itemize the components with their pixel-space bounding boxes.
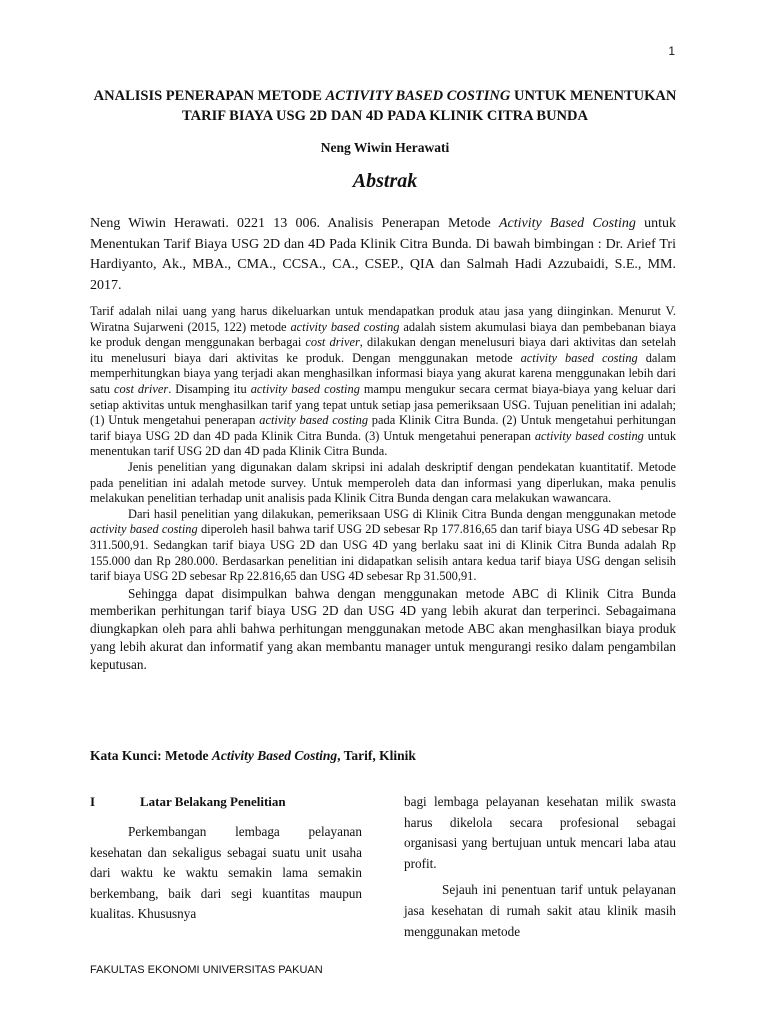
citation-part2: untuk Menentukan Tarif Biaya USG 2D dan 4D Pada Klinik Citra Bunda. Di bawah bimbingan : Dr. Arief Tri Hardiyanto, Ak., MBA., CMA., CCSA., CA., CSEP., QIA dan Salmah Hadi Azzubaidi, S.E., MM. 2017.	[90, 216, 677, 293]
text-run: adalah sistem akumulasi biaya dan pembebanan biaya ke produk dengan menggunakan berbagai	[90, 319, 677, 350]
keywords	[90, 748, 676, 764]
text-run: Dari hasil penelitian yang dilakukan, pemeriksaan USG di Klinik Citra Bunda dengan menggunakan metode	[128, 506, 676, 521]
page-number: 1	[668, 44, 675, 58]
citation	[90, 214, 676, 296]
text-run: , dilakukan dengan menelusuri biaya dari aktivitas dan setelah itu menelusuri biaya dari aktivitas ke produk. Dengan menggunakan metode	[90, 335, 676, 365]
abstract-paragraph-1	[90, 304, 676, 460]
italic-term: activity based costing	[520, 350, 638, 365]
italic-term: activity based costing	[90, 522, 198, 537]
title-part1: ANALISIS PENERAPAN METODE	[93, 88, 326, 104]
paper-title	[90, 86, 680, 126]
abstract-paragraph-2: Jenis penelitian yang digunakan dalam skripsi ini adalah deskriptif dengan pendekatan kuantitatif. Metode pada penelitian ini adalah metode survey. Untuk memperoleh data dan informasi yang diperlukan, maka penulis melakukan penelitian terhadap unit analisis pada Klinik Citra Bunda dengan cara melakukan wawancara.	[90, 459, 676, 506]
keywords-italic: Activity Based Costing	[211, 748, 338, 763]
text-run: dalam memperhitungkan biaya yang terjadi akan menghasilkan informasi biaya yang akurat karena menggunakan lebih dari satu	[90, 350, 677, 396]
text-run: pada Klinik Citra Bunda. (2) Untuk mengetahui perhitungan tarif biaya USG 2D dan 4D pada Klinik Citra Bunda. (3) Untuk mengetahui penerapan	[90, 413, 676, 443]
title-italic: ACTIVITY BASED COSTING	[325, 88, 511, 104]
italic-term: activity based costing	[250, 381, 360, 396]
title-part2: UNTUK MENENTUKAN TARIF BIAYA USG 2D DAN 4D PADA KLINIK CITRA BUNDA	[182, 88, 677, 124]
left-column-paragraph: Perkembangan lembaga pelayanan kesehatan dan sekaligus sebagai suatu unit usaha dari waktu ke waktu semakin lama semakin berkembang, baik dari segi kuantitas maupun kualitas. Khususnya	[90, 824, 362, 922]
italic-term: activity based costing	[259, 413, 369, 428]
keywords-label: Kata Kunci: Metode	[90, 748, 212, 763]
abstract-paragraph-3	[90, 507, 676, 585]
section-title: Latar Belakang Penelitian	[140, 794, 286, 809]
italic-term: cost driver	[113, 381, 169, 396]
keywords-rest: , Tarif, Klinik	[337, 748, 416, 763]
author-name: Neng Wiwin Herawati	[320, 140, 450, 155]
italic-term: activity based costing	[290, 319, 400, 334]
right-column	[404, 792, 676, 942]
right-column-paragraph-2: Sejauh ini penentuan tarif untuk pelayanan jasa kesehatan di rumah sakit atau klinik masih menggunakan metode	[404, 882, 676, 939]
page-footer: FAKULTAS EKONOMI UNIVERSITAS PAKUAN	[90, 964, 323, 976]
italic-term: activity based costing	[534, 428, 644, 443]
section-heading	[90, 794, 362, 810]
text-run: untuk menentukan tarif USG 2D dan 4D pada Klinik Citra Bunda.	[90, 428, 677, 459]
abstract-heading: Abstrak	[352, 170, 418, 192]
text-run: mampu mengukur secara cermat biaya-biaya yang keluar dari setiap aktivitas untuk menghasilkan tarif yang tepat untuk setiap jasa pemeriksaan USG. Tujuan penelitian ini adalah; (1) Untuk mengetahui penerapan	[90, 381, 676, 428]
left-column	[90, 794, 362, 925]
abstract-paragraph-4: Sehingga dapat disimpulkan bahwa dengan menggunakan metode ABC di Klinik Citra Bunda memberikan perhitungan tarif biaya USG 2D dan USG 4D yang lebih akurat dan terperinci. Sebagaimana diungkapkan oleh para ahli bahwa perhitungan menggunakan metode ABC akan menghasilkan biaya produk yang lebih akurat dan informatif yang akan membantu manager untuk mengurangi resiko dalam pengambilan keputusan.	[90, 585, 676, 672]
citation-italic: Activity Based Costing	[498, 216, 636, 231]
text-run: Tarif adalah nilai uang yang harus dikeluarkan untuk mendapatkan produk atau jasa yang diinginkan. Menurut V. Wiratna Sujarweni (2015, 122) metode	[90, 304, 676, 334]
text-run: diperoleh hasil bahwa tarif USG 2D sebesar Rp 177.816,65 dan tarif biaya USG 4D sebesar Rp 311.500,91. Sedangkan tarif biaya USG 2D dan USG 4D yang berlaku saat ini di Klinik Citra Bunda adalah Rp 155.000 dan Rp 280.000. Berdasarkan penelitian ini didapatkan selisih antara kedua tarif biaya USG dengan selisih tarif biaya USG 2D sebesar Rp 22.816,65 dan USG 4D sebesar Rp 31.500,91.	[90, 522, 676, 584]
text-run: . Disamping itu	[168, 381, 251, 396]
citation-part1: Neng Wiwin Herawati. 0221 13 006. Analisis Penerapan Metode	[90, 216, 499, 231]
abstract-body	[90, 304, 676, 674]
section-number: I	[90, 794, 96, 809]
right-column-paragraph-1: bagi lembaga pelayanan kesehatan milik swasta harus dikelola secara profesional sebagai organisasi yang bertujuan untuk mencari laba atau profit.	[404, 794, 676, 871]
italic-term: cost driver	[305, 335, 360, 350]
